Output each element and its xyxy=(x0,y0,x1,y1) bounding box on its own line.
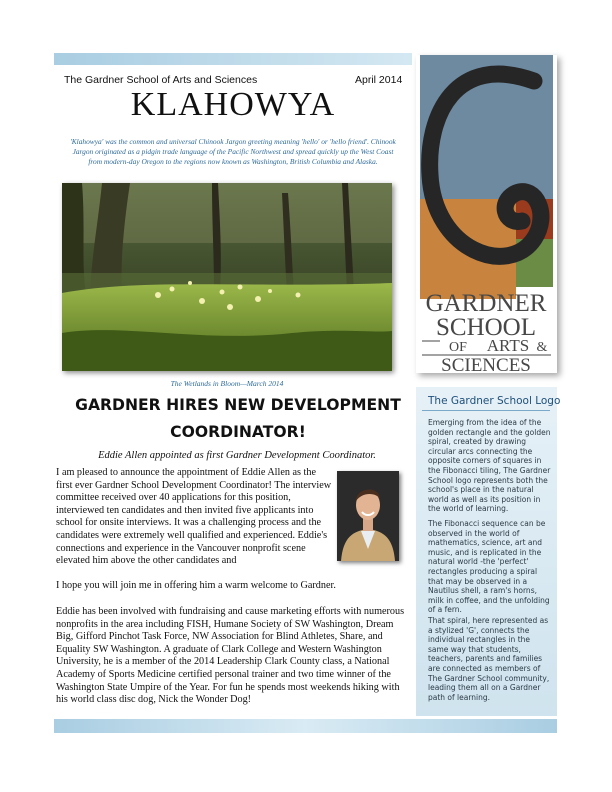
issue-date: April 2014 xyxy=(355,74,403,86)
sidebar-paragraph-3: That spiral, here represented as a stylized 'G', connects the individual rectangles in the same way that students, teachers, parents and families are connected as members of The Gardner School community, leading them all on a Gardner path of learning. xyxy=(428,616,550,702)
article-paragraph-1: I am pleased to announce the appointment of Eddie Allen as the first ever Gardner School Development Coordinator! The interview committee received over 40 applications for this position, interviewed ten candidates and then invited five applicants into school for onsite interviews. It was a challenging process and the candidates were extremely well qualified and experienced. Eddie's connections and experience in the Vancouver nonprofit scene elevated him above the other candidates and xyxy=(56,467,332,567)
article-paragraph-2: Eddie has been involved with fundraising and cause marketing efforts with numerous nonprofits in the area including FISH, Humane Society of SW Washington, Dream Big, Gifford Pinchot Task Force, NW Association for Blind Athletes, Share, and Equality SW Washington. A graduate of Clark College and Western Washington University, he is a member of the 2014 Leadership Clark County class, a National Academy of Sports Medicine certified personal trainer and two time winner of the Washington State Umpire of the Year. For fun he spends most weekends hiking with his world class disc dog, Nick the Wonder Dog! xyxy=(56,606,405,706)
logo-text-school: SCHOOL xyxy=(435,314,537,341)
logo-text-sciences: SCIENCES xyxy=(441,355,531,373)
bottom-accent-bar xyxy=(54,719,557,733)
wetlands-photo-graphic xyxy=(62,183,392,371)
newsletter-masthead: KLAHOWYA xyxy=(130,86,336,123)
sidebar-paragraph-1: Emerging from the idea of the golden rectangle and the golden spiral, created by drawing circular arcs connecting the opposite corners of squares in the Fibonacci tiling, The Gardner School logo represents both the school's place in the natural world as well as its position in the world of learning. xyxy=(428,418,551,514)
logo-text-gardner: GARDNER xyxy=(425,290,547,317)
top-accent-bar xyxy=(54,53,412,65)
article-subhead: Eddie Allen appointed as first Gardner Development Coordinator. xyxy=(98,450,376,461)
logo-text-arts: ARTS xyxy=(486,336,530,355)
school-logo-graphic xyxy=(416,55,557,373)
school-name: The Gardner School of Arts and Sciences xyxy=(64,74,258,86)
portrait-graphic xyxy=(337,471,399,561)
coordinator-portrait xyxy=(337,471,399,561)
school-logo xyxy=(416,55,557,373)
article-paragraph-1-end: I hope you will join me in offering him a warm welcome to Gardner. xyxy=(56,580,336,591)
masthead-intro: 'Klahowya' was the common and universal Chinook Jargon greeting meaning 'hello' or 'hello friend'. Chinook Jargon originated as a pidgin trade language of the Pacific Northwest and spread quickly up the West Coast from modern-day Oregon to the regions now known as Washington, British Columbia and Alaska. xyxy=(70,137,396,167)
sidebar-title: The Gardner School Logo xyxy=(428,395,561,407)
headline-line-2: COORDINATOR! xyxy=(170,423,306,441)
headline-line-1: GARDNER HIRES NEW DEVELOPMENT xyxy=(75,396,401,414)
wetlands-photo xyxy=(62,183,392,371)
photo-caption: The Wetlands in Bloom—March 2014 xyxy=(170,379,284,388)
logo-text-ampersand: & xyxy=(536,340,548,355)
sidebar-paragraph-2: The Fibonacci sequence can be observed in the world of mathematics, science, art and music, and is replicated in the natural world -the 'perfect' rectangles producing a spiral that may be observed in a Nautilus shell, a ram's horns, milk in coffee, and the unfolding of a fern. xyxy=(428,519,550,615)
article-headline xyxy=(66,392,410,446)
logo-text-of: OF xyxy=(449,340,467,355)
sidebar-divider xyxy=(422,410,550,411)
